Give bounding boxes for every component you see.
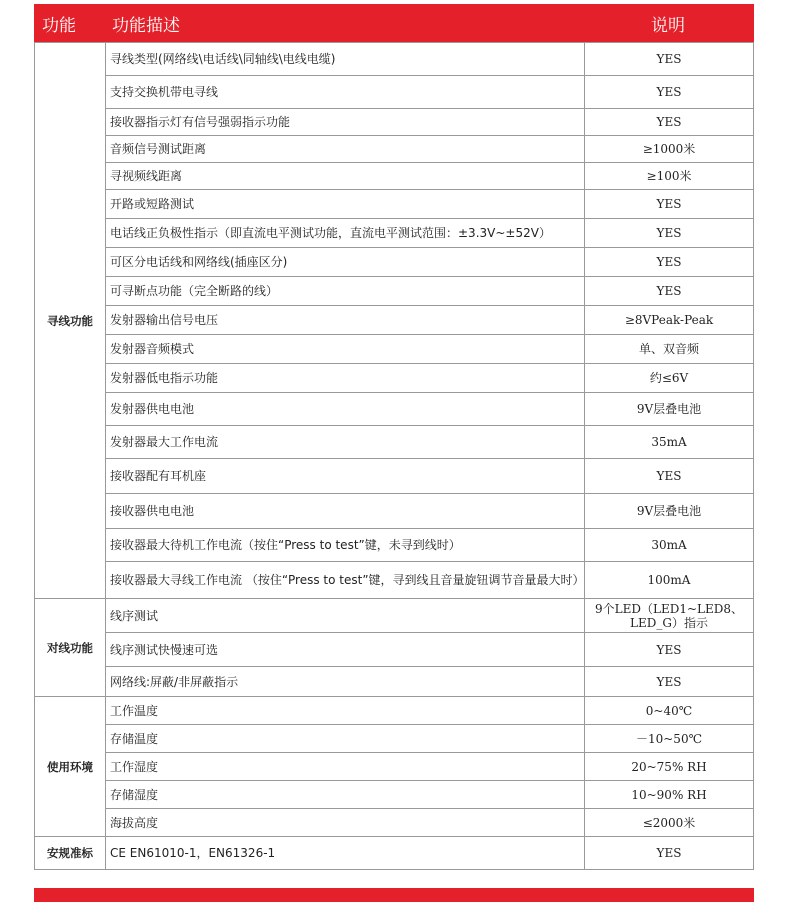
table-row bbox=[35, 426, 754, 459]
feature-description: 音频信号测试距离 bbox=[106, 136, 585, 163]
feature-description: 发射器最大工作电流 bbox=[106, 426, 585, 459]
table-row bbox=[35, 697, 754, 725]
feature-value: YES bbox=[585, 277, 754, 306]
feature-value: YES bbox=[585, 667, 754, 697]
table-row bbox=[35, 529, 754, 562]
feature-description: 发射器音频模式 bbox=[106, 335, 585, 364]
table-row bbox=[35, 725, 754, 753]
feature-description: 可寻断点功能（完全断路的线） bbox=[106, 277, 585, 306]
section-name: 安规准标 bbox=[35, 837, 106, 870]
feature-value: 35mA bbox=[585, 426, 754, 459]
feature-description: 工作湿度 bbox=[106, 753, 585, 781]
section-name: 寻线功能 bbox=[35, 43, 106, 599]
feature-value: YES bbox=[585, 76, 754, 109]
feature-description: 接收器配有耳机座 bbox=[106, 459, 585, 494]
feature-description: 发射器低电指示功能 bbox=[106, 364, 585, 393]
feature-description: 线序测试快慢速可选 bbox=[106, 633, 585, 667]
feature-description: 电话线正负极性指示（即直流电平测试功能，直流电平测试范围：±3.3V~±52V） bbox=[106, 219, 585, 248]
table-row bbox=[35, 667, 754, 697]
feature-description: CE EN61010-1，EN61326-1 bbox=[106, 837, 585, 870]
table-row bbox=[35, 781, 754, 809]
table-row bbox=[35, 459, 754, 494]
table-row bbox=[35, 494, 754, 529]
table-row bbox=[35, 809, 754, 837]
table-row bbox=[35, 562, 754, 599]
feature-value: 约≤6V bbox=[585, 364, 754, 393]
table-row bbox=[35, 599, 754, 633]
feature-value: ≥100米 bbox=[585, 163, 754, 190]
section-name: 对线功能 bbox=[35, 599, 106, 697]
feature-description: 存储温度 bbox=[106, 725, 585, 753]
feature-description: 发射器供电电池 bbox=[106, 393, 585, 426]
feature-description: 网络线:屏蔽/非屏蔽指示 bbox=[106, 667, 585, 697]
feature-description: 接收器最大待机工作电流（按住“Press to test”键，未寻到线时） bbox=[106, 529, 585, 562]
header-function: 功能 bbox=[42, 15, 76, 36]
table-row bbox=[35, 219, 754, 248]
table-header bbox=[34, 4, 754, 42]
header-notes: 说明 bbox=[651, 15, 685, 36]
table-row bbox=[35, 306, 754, 335]
feature-value: YES bbox=[585, 248, 754, 277]
table-row bbox=[35, 277, 754, 306]
header-description: 功能描述 bbox=[112, 15, 180, 36]
feature-description: 支持交换机带电寻线 bbox=[106, 76, 585, 109]
feature-value: YES bbox=[585, 459, 754, 494]
feature-value: 10~90% RH bbox=[585, 781, 754, 809]
feature-value: －10~50℃ bbox=[585, 725, 754, 753]
table-row bbox=[35, 136, 754, 163]
feature-value: ≥1000米 bbox=[585, 136, 754, 163]
feature-description: 开路或短路测试 bbox=[106, 190, 585, 219]
feature-description: 寻视频线距离 bbox=[106, 163, 585, 190]
feature-value: YES bbox=[585, 43, 754, 76]
feature-description: 海拔高度 bbox=[106, 809, 585, 837]
table-row bbox=[35, 364, 754, 393]
table-row bbox=[35, 109, 754, 136]
feature-description: 存储湿度 bbox=[106, 781, 585, 809]
feature-value: YES bbox=[585, 219, 754, 248]
feature-description: 接收器最大寻线工作电流 （按住“Press to test”键，寻到线且音量旋钮调节音量最大时） bbox=[106, 562, 585, 599]
spec-table-container bbox=[34, 4, 754, 902]
feature-value: 9个LED（LED1~LED8、LED_G）指示 bbox=[585, 599, 754, 633]
section-name: 使用环境 bbox=[35, 697, 106, 837]
feature-description: 寻线类型(网络线\电话线\同轴线\电线电缆) bbox=[106, 43, 585, 76]
feature-value: ≤2000米 bbox=[585, 809, 754, 837]
feature-value: YES bbox=[585, 109, 754, 136]
feature-value: YES bbox=[585, 837, 754, 870]
table-row bbox=[35, 43, 754, 76]
feature-value: ≥8VPeak-Peak bbox=[585, 306, 754, 335]
feature-description: 接收器供电电池 bbox=[106, 494, 585, 529]
feature-value: 20~75% RH bbox=[585, 753, 754, 781]
feature-value: 9V层叠电池 bbox=[585, 393, 754, 426]
feature-value: 100mA bbox=[585, 562, 754, 599]
feature-value: 单、双音频 bbox=[585, 335, 754, 364]
table-row bbox=[35, 393, 754, 426]
feature-value: 0~40℃ bbox=[585, 697, 754, 725]
table-row bbox=[35, 163, 754, 190]
table-row bbox=[35, 248, 754, 277]
spec-table bbox=[34, 42, 754, 870]
feature-description: 发射器输出信号电压 bbox=[106, 306, 585, 335]
table-row bbox=[35, 335, 754, 364]
feature-value: 30mA bbox=[585, 529, 754, 562]
feature-description: 线序测试 bbox=[106, 599, 585, 633]
table-row bbox=[35, 190, 754, 219]
feature-value: YES bbox=[585, 190, 754, 219]
table-row bbox=[35, 633, 754, 667]
feature-description: 接收器指示灯有信号强弱指示功能 bbox=[106, 109, 585, 136]
feature-description: 可区分电话线和网络线(插座区分) bbox=[106, 248, 585, 277]
feature-value: YES bbox=[585, 633, 754, 667]
feature-value: 9V层叠电池 bbox=[585, 494, 754, 529]
table-row bbox=[35, 837, 754, 870]
table-row bbox=[35, 753, 754, 781]
feature-description: 工作温度 bbox=[106, 697, 585, 725]
table-row bbox=[35, 76, 754, 109]
